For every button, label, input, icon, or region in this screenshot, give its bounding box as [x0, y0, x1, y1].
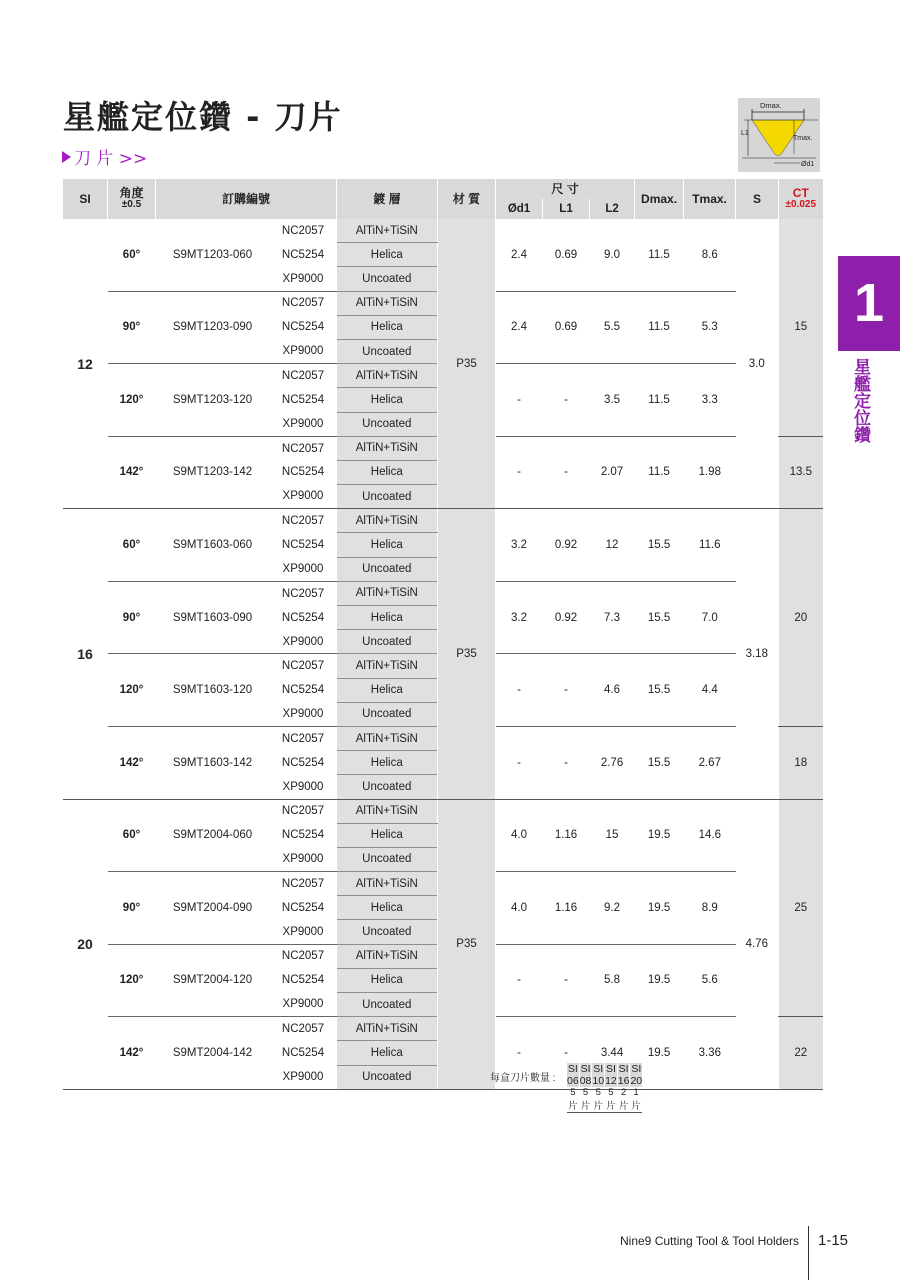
grade-value: NC2057	[281, 950, 325, 963]
coating-value: AlTiN+TiSiN	[337, 219, 438, 243]
l1-value: 0.69	[543, 219, 590, 291]
header-od1: Ød1	[496, 199, 543, 219]
insert-spec-table	[62, 179, 823, 1090]
coating-value: AlTiN+TiSiN	[337, 1017, 438, 1041]
header-l2: L2	[590, 199, 635, 219]
dmax-value: 19.5	[635, 944, 684, 1017]
coating-value: AlTiN+TiSiN	[337, 436, 438, 460]
header-tmax: Tmax.	[684, 179, 736, 219]
dmax-value: 11.5	[635, 364, 684, 437]
coating-value: AlTiN+TiSiN	[337, 872, 438, 896]
l2-value: 9.2	[590, 872, 635, 945]
grade-value: NC2057	[281, 224, 325, 237]
coating-value: Uncoated	[337, 702, 438, 726]
coating-value: Helica	[337, 678, 438, 702]
dmax-value: 15.5	[635, 726, 684, 799]
coating-value: Uncoated	[337, 557, 438, 581]
tmax-value: 11.6	[684, 509, 736, 582]
grade-value: NC5254	[281, 539, 325, 552]
l2-value: 2.76	[590, 726, 635, 799]
header-angle	[108, 179, 156, 219]
coating-value: Uncoated	[337, 630, 438, 654]
coating-value: Uncoated	[337, 485, 438, 509]
od1-value: 4.0	[496, 872, 543, 945]
box-qty-si: SI 20	[630, 1063, 643, 1087]
angle-value: 60°	[108, 219, 156, 291]
l1-value: 0.92	[543, 509, 590, 582]
ct-value: 22	[779, 1017, 823, 1090]
l1-value: -	[543, 654, 590, 727]
grade-value: NC5254	[281, 829, 325, 842]
coating-value: Uncoated	[337, 339, 438, 363]
grade-value: NC2057	[281, 587, 325, 600]
l1-value: 0.69	[543, 291, 590, 364]
l1-value: -	[543, 1017, 590, 1090]
header-l1: L1	[543, 199, 590, 219]
grade-value: NC2057	[281, 369, 325, 382]
material-value: P35	[438, 799, 496, 1089]
grade-value: NC5254	[281, 684, 325, 697]
header-si: SI	[63, 179, 108, 219]
od1-value: 2.4	[496, 291, 543, 364]
triangle-bullet-icon	[62, 151, 71, 163]
angle-value: 120°	[108, 944, 156, 1017]
grade-value: XP9000	[270, 485, 337, 509]
l1-value: -	[543, 726, 590, 799]
grade-value: NC5254	[281, 756, 325, 769]
order-number: S9MT1603-090	[156, 581, 270, 654]
header-s: S	[736, 179, 779, 219]
grade-value: XP9000	[270, 412, 337, 436]
dmax-value: 19.5	[635, 872, 684, 945]
grade-value: NC5254	[281, 393, 325, 406]
page-number: 1-15	[818, 1232, 849, 1249]
insert-dimension-diagram	[738, 98, 820, 172]
grade-value: NC2057	[281, 442, 325, 455]
grade-value: NC5254	[281, 466, 325, 479]
grade-value: NC5254	[281, 1046, 325, 1059]
s-value: 4.76	[736, 799, 779, 1089]
s-value: 3.0	[736, 219, 779, 509]
grade-value: NC5254	[281, 321, 325, 334]
header-size: 尺 寸	[496, 179, 635, 199]
tmax-value: 8.9	[684, 872, 736, 945]
od1-value: 4.0	[496, 799, 543, 872]
order-number: S9MT2004-060	[156, 799, 270, 872]
coating-value: AlTiN+TiSiN	[337, 654, 438, 678]
box-qty-si: SI 16	[617, 1063, 630, 1087]
od1-value: -	[496, 1017, 543, 1090]
dmax-label: Dmax.	[760, 101, 782, 110]
grade-value: NC2057	[281, 732, 325, 745]
order-number: S9MT1203-142	[156, 436, 270, 509]
ct-value: 15	[779, 219, 823, 436]
coating-value: Helica	[337, 823, 438, 847]
header-coating: 鍍 層	[337, 179, 438, 219]
chapter-tab-text: 星艦定位鑽	[850, 358, 870, 443]
l2-value: 2.07	[590, 436, 635, 509]
coating-value: Helica	[337, 968, 438, 992]
grade-value: NC5254	[281, 974, 325, 987]
box-qty-label: 每盒刀片數量 :	[490, 1073, 556, 1084]
grade-value: NC2057	[281, 805, 325, 818]
box-qty-count: 5 片	[593, 1087, 603, 1112]
l1-value: -	[543, 436, 590, 509]
footer-divider	[808, 1226, 809, 1280]
od1-value: 2.4	[496, 219, 543, 291]
coating-value: AlTiN+TiSiN	[337, 509, 438, 533]
order-number: S9MT1603-060	[156, 509, 270, 582]
angle-value: 120°	[108, 654, 156, 727]
dmax-value: 11.5	[635, 436, 684, 509]
coating-value: Helica	[337, 388, 438, 412]
tmax-value: 2.67	[684, 726, 736, 799]
grade-value: XP9000	[270, 557, 337, 581]
s-value: 3.18	[736, 509, 779, 799]
grade-value: XP9000	[270, 847, 337, 871]
grade-value: XP9000	[270, 920, 337, 944]
ct-value: 25	[779, 799, 823, 1017]
si-value: 12	[63, 219, 108, 509]
tmax-value: 14.6	[684, 799, 736, 872]
dmax-value: 15.5	[635, 581, 684, 654]
l2-value: 15	[590, 799, 635, 872]
header-dmax: Dmax.	[635, 179, 684, 219]
ct-value: 20	[779, 509, 823, 727]
footer-company: Nine9 Cutting Tool & Tool Holders	[620, 1234, 799, 1248]
dmax-value: 19.5	[635, 799, 684, 872]
dmax-value: 15.5	[635, 509, 684, 582]
l1-value: -	[543, 364, 590, 437]
angle-value: 120°	[108, 364, 156, 437]
coating-value: Helica	[337, 606, 438, 630]
material-value: P35	[438, 219, 496, 509]
coating-value: AlTiN+TiSiN	[337, 581, 438, 605]
ct-value: 13.5	[779, 436, 823, 509]
order-number: S9MT1203-120	[156, 364, 270, 437]
coating-value: AlTiN+TiSiN	[337, 364, 438, 388]
box-qty-si: SI 10	[592, 1063, 605, 1087]
grade-value: NC2057	[281, 297, 325, 310]
l2-value: 5.5	[590, 291, 635, 364]
grade-value: NC2057	[281, 1023, 325, 1036]
order-number: S9MT1203-060	[156, 219, 270, 291]
grade-value: XP9000	[270, 1065, 337, 1089]
l1-value: 1.16	[543, 872, 590, 945]
od1-value: 3.2	[496, 509, 543, 582]
coating-value: Uncoated	[337, 775, 438, 799]
table-row	[63, 799, 823, 823]
l1-label: L1	[741, 130, 749, 137]
grade-value: XP9000	[270, 630, 337, 654]
box-qty-count: 5 片	[606, 1087, 616, 1112]
si-value: 20	[63, 799, 108, 1089]
l1-value: 1.16	[543, 799, 590, 872]
grade-value: XP9000	[270, 775, 337, 799]
tmax-label: Tmax.	[793, 135, 813, 142]
ct-value: 18	[779, 726, 823, 799]
tmax-value: 3.36	[684, 1017, 736, 1090]
coating-value: AlTiN+TiSiN	[337, 726, 438, 750]
angle-value: 60°	[108, 799, 156, 872]
box-qty-count: 1 片	[631, 1087, 641, 1112]
grade-value: XP9000	[270, 267, 337, 291]
l2-value: 9.0	[590, 219, 635, 291]
l1-value: -	[543, 944, 590, 1017]
order-number: S9MT2004-142	[156, 1017, 270, 1090]
coating-value: Helica	[337, 315, 438, 339]
od1-value: -	[496, 436, 543, 509]
grade-value: XP9000	[270, 993, 337, 1017]
dmax-value: 15.5	[635, 654, 684, 727]
angle-value: 90°	[108, 291, 156, 364]
l2-value: 3.44	[590, 1017, 635, 1090]
tmax-value: 8.6	[684, 219, 736, 291]
angle-value: 60°	[108, 509, 156, 582]
angle-value: 142°	[108, 436, 156, 509]
header-ct-tol: ±0.025	[785, 199, 817, 211]
grade-value: NC5254	[281, 901, 325, 914]
od1-label: Ød1	[801, 161, 815, 168]
box-qty-count: 2 片	[618, 1087, 629, 1112]
header-material: 材 質	[438, 179, 496, 219]
coating-value: Helica	[337, 896, 438, 920]
box-qty-si: SI 08	[579, 1063, 592, 1087]
order-number: S9MT1603-120	[156, 654, 270, 727]
coating-value: Uncoated	[337, 267, 438, 291]
angle-value: 90°	[108, 581, 156, 654]
coating-value: Helica	[337, 1041, 438, 1065]
tmax-value: 3.3	[684, 364, 736, 437]
coating-value: Helica	[337, 751, 438, 775]
box-qty-table	[566, 1063, 642, 1113]
coating-value: AlTiN+TiSiN	[337, 944, 438, 968]
header-ct	[779, 179, 823, 219]
grade-value: NC2057	[281, 877, 325, 890]
l2-value: 3.5	[590, 364, 635, 437]
order-number: S9MT1603-142	[156, 726, 270, 799]
grade-value: NC5254	[281, 248, 325, 261]
box-qty-si: SI 12	[605, 1063, 617, 1087]
coating-value: Helica	[337, 243, 438, 267]
od1-value: -	[496, 364, 543, 437]
dmax-value: 11.5	[635, 291, 684, 364]
coating-value: Uncoated	[337, 920, 438, 944]
material-value: P35	[438, 509, 496, 799]
l2-value: 12	[590, 509, 635, 582]
l2-value: 5.8	[590, 944, 635, 1017]
od1-value: -	[496, 726, 543, 799]
table-row	[63, 509, 823, 533]
dmax-value: 19.5	[635, 1017, 684, 1090]
dmax-value: 11.5	[635, 219, 684, 291]
table-row	[63, 219, 823, 243]
header-angle-tol: ±0.5	[121, 199, 142, 211]
coating-value: Helica	[337, 533, 438, 557]
grade-value: NC5254	[281, 611, 325, 624]
coating-value: Helica	[337, 460, 438, 484]
si-value: 16	[63, 509, 108, 799]
tmax-value: 1.98	[684, 436, 736, 509]
box-qty-count: 5 片	[580, 1087, 591, 1112]
l1-value: 0.92	[543, 581, 590, 654]
coating-value: Uncoated	[337, 993, 438, 1017]
grade-value: XP9000	[270, 339, 337, 363]
grade-value: NC2057	[281, 515, 325, 528]
order-number: S9MT1203-090	[156, 291, 270, 364]
header-angle-label: 角度	[119, 186, 144, 201]
coating-value: AlTiN+TiSiN	[337, 291, 438, 315]
angle-value: 90°	[108, 872, 156, 945]
angle-value: 142°	[108, 726, 156, 799]
chapter-tab: 1	[838, 256, 900, 351]
od1-value: -	[496, 654, 543, 727]
order-number: S9MT2004-120	[156, 944, 270, 1017]
coating-value: Uncoated	[337, 847, 438, 871]
coating-value: AlTiN+TiSiN	[337, 799, 438, 823]
coating-value: Uncoated	[337, 1065, 438, 1089]
grade-value: NC2057	[281, 660, 325, 673]
tmax-value: 5.6	[684, 944, 736, 1017]
tmax-value: 7.0	[684, 581, 736, 654]
page-title: 星艦定位鑽 - 刀片	[63, 98, 343, 136]
header-order-no: 訂購編號	[156, 179, 337, 219]
subtitle-text: 刀 片 >>	[74, 149, 148, 169]
box-qty-si: SI 06	[567, 1063, 579, 1087]
order-number: S9MT2004-090	[156, 872, 270, 945]
coating-value: Uncoated	[337, 412, 438, 436]
tmax-value: 4.4	[684, 654, 736, 727]
grade-value: XP9000	[270, 702, 337, 726]
header-ct-label: CT	[792, 186, 809, 201]
tmax-value: 5.3	[684, 291, 736, 364]
angle-value: 142°	[108, 1017, 156, 1090]
od1-value: 3.2	[496, 581, 543, 654]
box-qty-count: 5 片	[568, 1087, 578, 1112]
section-subtitle	[62, 144, 147, 169]
l2-value: 4.6	[590, 654, 635, 727]
l2-value: 7.3	[590, 581, 635, 654]
od1-value: -	[496, 944, 543, 1017]
